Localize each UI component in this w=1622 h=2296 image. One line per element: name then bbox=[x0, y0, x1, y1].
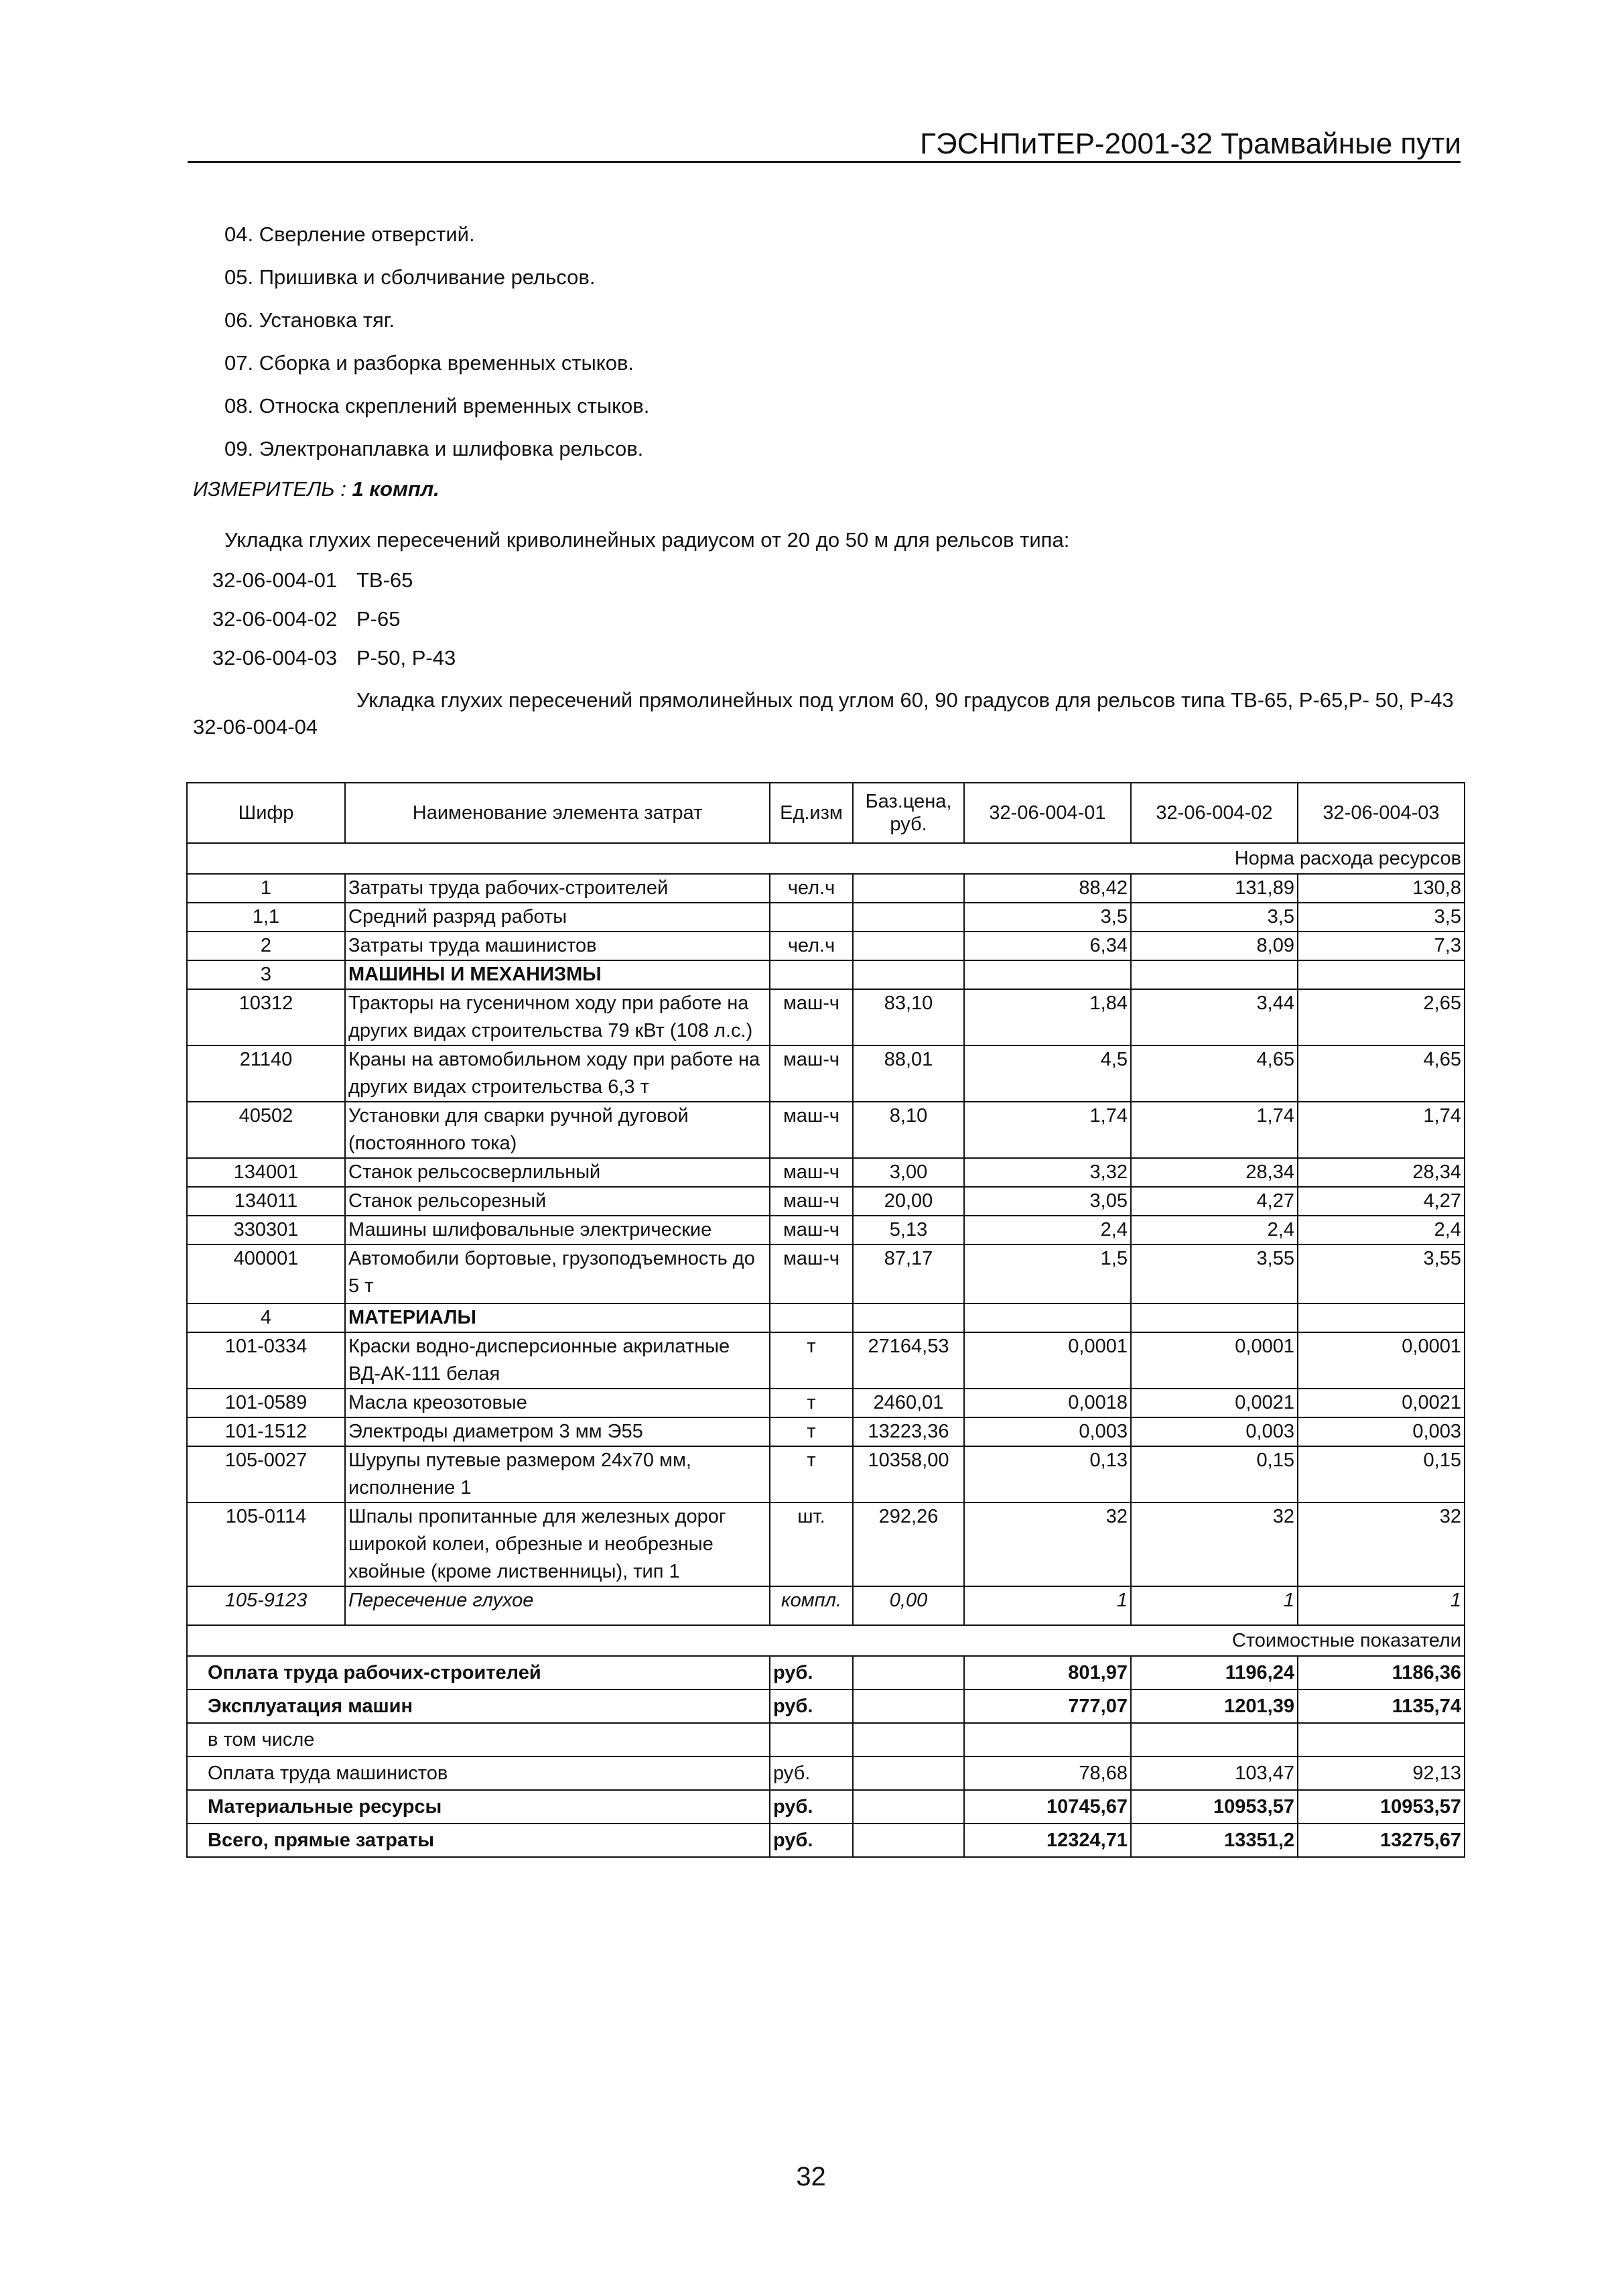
empty-cell bbox=[853, 1790, 964, 1824]
value-code-01: 1 bbox=[964, 1586, 1131, 1625]
code-number: 32-06-004-04 bbox=[193, 715, 318, 739]
resource-code: 330301 bbox=[187, 1216, 345, 1245]
resource-price: 3,00 bbox=[853, 1158, 964, 1187]
value-code-01: 1,74 bbox=[964, 1102, 1131, 1158]
value-code-03: 4,27 bbox=[1298, 1187, 1465, 1216]
resource-name: Установки для сварки ручной дуговой (постоянного тока) bbox=[345, 1102, 770, 1158]
value-code-03: 32 bbox=[1298, 1503, 1465, 1586]
value-code-02: 28,34 bbox=[1131, 1158, 1298, 1187]
header-code: Шифр bbox=[187, 783, 345, 843]
resource-price: 10358,00 bbox=[853, 1446, 964, 1503]
resource-name: Масла креозотовые bbox=[345, 1389, 770, 1417]
code-definition bbox=[193, 645, 456, 684]
empty-cell bbox=[770, 1303, 853, 1332]
total-name: Материальные ресурсы bbox=[187, 1790, 770, 1824]
operation-item: 06. Установка тяг. bbox=[224, 308, 395, 332]
table-row bbox=[187, 1245, 1465, 1303]
resource-code: 1,1 bbox=[187, 903, 345, 932]
resource-price bbox=[853, 903, 964, 932]
table-row bbox=[187, 903, 1465, 932]
total-unit: руб. bbox=[770, 1757, 853, 1790]
resource-name: Станок рельсорезный bbox=[345, 1187, 770, 1216]
code-number: 32-06-004-02 bbox=[212, 607, 338, 631]
total-code-02: 10953,57 bbox=[1131, 1790, 1298, 1824]
resource-name: Средний разряд работы bbox=[345, 903, 770, 932]
value-code-02: 2,4 bbox=[1131, 1216, 1298, 1245]
total-unit: руб. bbox=[770, 1824, 853, 1857]
value-code-02: 3,55 bbox=[1131, 1245, 1298, 1303]
header-unit: Ед.изм bbox=[770, 783, 853, 843]
resource-price bbox=[853, 874, 964, 903]
total-code-03 bbox=[1298, 1723, 1465, 1757]
total-code-03: 13275,67 bbox=[1298, 1824, 1465, 1857]
resource-unit: маш-ч bbox=[770, 1245, 853, 1303]
value-code-03: 0,0001 bbox=[1298, 1332, 1465, 1389]
resource-code: 105-0027 bbox=[187, 1446, 345, 1503]
operation-item: 07. Сборка и разборка временных стыков. bbox=[224, 351, 634, 375]
resource-name: Автомобили бортовые, грузоподъемность до 5 т bbox=[345, 1245, 770, 1303]
table-row bbox=[187, 1187, 1465, 1216]
header-code-02: 32-06-004-02 bbox=[1131, 783, 1298, 843]
header-code-01: 32-06-004-01 bbox=[964, 783, 1131, 843]
total-name: в том числе bbox=[187, 1723, 770, 1757]
machines-group-row bbox=[187, 960, 1465, 989]
value-code-03: 7,3 bbox=[1298, 932, 1465, 960]
table-row bbox=[187, 1446, 1465, 1503]
resource-unit: шт. bbox=[770, 1503, 853, 1586]
code-number: 32-06-004-01 bbox=[212, 568, 338, 592]
empty-cell bbox=[853, 1689, 964, 1723]
value-code-01: 3,32 bbox=[964, 1158, 1131, 1187]
value-code-02: 0,15 bbox=[1131, 1446, 1298, 1503]
resource-unit: т bbox=[770, 1446, 853, 1503]
resource-price: 27164,53 bbox=[853, 1332, 964, 1389]
total-code-01: 801,97 bbox=[964, 1656, 1131, 1689]
code-description: Р-50, Р-43 bbox=[356, 646, 456, 669]
value-code-03: 4,65 bbox=[1298, 1045, 1465, 1102]
value-code-03: 0,003 bbox=[1298, 1417, 1465, 1446]
operations-list bbox=[224, 221, 649, 479]
resource-name: Шурупы путевые размером 24х70 мм, исполнение 1 bbox=[345, 1446, 770, 1503]
resource-unit: маш-ч bbox=[770, 1102, 853, 1158]
table-row bbox=[187, 1389, 1465, 1417]
code-description: ТВ-65 bbox=[356, 568, 413, 592]
empty-cell bbox=[964, 1303, 1131, 1332]
header-rule bbox=[188, 161, 1461, 163]
total-unit bbox=[770, 1723, 853, 1757]
total-code-03: 1135,74 bbox=[1298, 1689, 1465, 1723]
code-definition bbox=[193, 606, 456, 645]
resource-price: 13223,36 bbox=[853, 1417, 964, 1446]
resource-code: 101-0589 bbox=[187, 1389, 345, 1417]
running-header-title: ГЭСНПиТЕР-2001-32 Трамвайные пути bbox=[920, 127, 1461, 160]
value-code-02: 3,44 bbox=[1131, 989, 1298, 1045]
resource-price bbox=[853, 932, 964, 960]
total-code-02: 13351,2 bbox=[1131, 1824, 1298, 1857]
resource-price: 8,10 bbox=[853, 1102, 964, 1158]
value-code-03: 1,74 bbox=[1298, 1102, 1465, 1158]
resource-unit: маш-ч bbox=[770, 1187, 853, 1216]
resource-name: Станок рельсосверлильный bbox=[345, 1158, 770, 1187]
resource-unit: чел.ч bbox=[770, 932, 853, 960]
resource-table bbox=[186, 782, 1465, 1858]
header-code-03: 32-06-004-03 bbox=[1298, 783, 1465, 843]
resource-price: 292,26 bbox=[853, 1503, 964, 1586]
value-code-02: 1,74 bbox=[1131, 1102, 1298, 1158]
empty-cell bbox=[1298, 1303, 1465, 1332]
value-code-01: 1,84 bbox=[964, 989, 1131, 1045]
total-row bbox=[187, 1656, 1465, 1689]
resource-name: Пересечение глухое bbox=[345, 1586, 770, 1625]
value-code-02: 0,0001 bbox=[1131, 1332, 1298, 1389]
value-code-01: 32 bbox=[964, 1503, 1131, 1586]
section-cost-label: Стоимостные показатели bbox=[187, 1625, 1465, 1656]
value-code-03: 3,55 bbox=[1298, 1245, 1465, 1303]
value-code-01: 4,5 bbox=[964, 1045, 1131, 1102]
total-code-01: 777,07 bbox=[964, 1689, 1131, 1723]
resource-unit: чел.ч bbox=[770, 874, 853, 903]
total-row bbox=[187, 1790, 1465, 1824]
resource-name: Машины шлифовальные электрические bbox=[345, 1216, 770, 1245]
value-code-01: 0,0001 bbox=[964, 1332, 1131, 1389]
empty-cell bbox=[964, 960, 1131, 989]
group-name: МАТЕРИАЛЫ bbox=[345, 1303, 770, 1332]
materials-group-row bbox=[187, 1303, 1465, 1332]
total-code-01: 10745,67 bbox=[964, 1790, 1131, 1824]
resource-price: 87,17 bbox=[853, 1245, 964, 1303]
total-rows bbox=[187, 1656, 1465, 1857]
page-number: 32 bbox=[796, 2162, 826, 2191]
value-code-01: 88,42 bbox=[964, 874, 1131, 903]
resource-code: 21140 bbox=[187, 1045, 345, 1102]
total-code-01: 12324,71 bbox=[964, 1824, 1131, 1857]
total-code-02: 1201,39 bbox=[1131, 1689, 1298, 1723]
value-code-02: 1 bbox=[1131, 1586, 1298, 1625]
table-row bbox=[187, 1216, 1465, 1245]
total-unit: руб. bbox=[770, 1656, 853, 1689]
empty-cell bbox=[853, 960, 964, 989]
value-code-02: 131,89 bbox=[1131, 874, 1298, 903]
resource-code: 101-0334 bbox=[187, 1332, 345, 1389]
value-code-02: 4,65 bbox=[1131, 1045, 1298, 1102]
value-code-01: 0,003 bbox=[964, 1417, 1131, 1446]
code-definition bbox=[193, 567, 456, 606]
resource-code: 105-0114 bbox=[187, 1503, 345, 1586]
machine-rows bbox=[187, 989, 1465, 1303]
resource-name: Краны на автомобильном ходу при работе на других видах строительства 6,3 т bbox=[345, 1045, 770, 1102]
value-code-01: 3,05 bbox=[964, 1187, 1131, 1216]
resource-code: 2 bbox=[187, 932, 345, 960]
empty-cell bbox=[853, 1723, 964, 1757]
operation-item: 05. Пришивка и сболчивание рельсов. bbox=[224, 265, 596, 289]
value-code-03: 0,0021 bbox=[1298, 1389, 1465, 1417]
resource-unit: маш-ч bbox=[770, 1158, 853, 1187]
table-row bbox=[187, 1332, 1465, 1389]
value-code-02: 0,003 bbox=[1131, 1417, 1298, 1446]
value-code-01: 0,13 bbox=[964, 1446, 1131, 1503]
total-code-03: 10953,57 bbox=[1298, 1790, 1465, 1824]
resource-price: 83,10 bbox=[853, 989, 964, 1045]
empty-cell bbox=[1131, 1303, 1298, 1332]
total-code-01: 78,68 bbox=[964, 1757, 1131, 1790]
labor-rows bbox=[187, 874, 1465, 960]
empty-cell bbox=[1131, 960, 1298, 989]
value-code-03: 28,34 bbox=[1298, 1158, 1465, 1187]
total-code-02: 1196,24 bbox=[1131, 1656, 1298, 1689]
material-rows bbox=[187, 1332, 1465, 1625]
measure-label: ИЗМЕРИТЕЛЬ : bbox=[193, 477, 346, 501]
total-unit: руб. bbox=[770, 1790, 853, 1824]
table-row bbox=[187, 932, 1465, 960]
total-row bbox=[187, 1689, 1465, 1723]
header-price: Баз.цена, руб. bbox=[853, 783, 964, 843]
total-code-03: 1186,36 bbox=[1298, 1656, 1465, 1689]
resource-price: 0,00 bbox=[853, 1586, 964, 1625]
total-row bbox=[187, 1723, 1465, 1757]
total-name: Оплата труда машинистов bbox=[187, 1757, 770, 1790]
resource-unit: маш-ч bbox=[770, 1216, 853, 1245]
resource-price: 5,13 bbox=[853, 1216, 964, 1245]
table-row bbox=[187, 874, 1465, 903]
measure-unit bbox=[193, 477, 440, 501]
resource-name: Краски водно-дисперсионные акрилатные ВД-АК-111 белая bbox=[345, 1332, 770, 1389]
total-row bbox=[187, 1824, 1465, 1857]
resource-price: 2460,01 bbox=[853, 1389, 964, 1417]
value-code-01: 1,5 bbox=[964, 1245, 1131, 1303]
value-code-02: 3,5 bbox=[1131, 903, 1298, 932]
value-code-03: 2,65 bbox=[1298, 989, 1465, 1045]
table-row bbox=[187, 1417, 1465, 1446]
group-code: 4 bbox=[187, 1303, 345, 1332]
total-code-02: 103,47 bbox=[1131, 1757, 1298, 1790]
measure-value: 1 компл. bbox=[352, 477, 440, 501]
table-row bbox=[187, 1102, 1465, 1158]
value-code-03: 130,8 bbox=[1298, 874, 1465, 903]
code-description: Р-65 bbox=[356, 607, 401, 631]
resource-code: 1 bbox=[187, 874, 345, 903]
value-code-01: 3,5 bbox=[964, 903, 1131, 932]
value-code-01: 2,4 bbox=[964, 1216, 1131, 1245]
code-description: Укладка глухих пересечений прямолинейных под углом 60, 90 градусов для рельсов типа ТВ-65, Р-65,Р- 50, Р-43 bbox=[356, 688, 1454, 712]
resource-code: 105-9123 bbox=[187, 1586, 345, 1625]
resource-code: 400001 bbox=[187, 1245, 345, 1303]
group-code: 3 bbox=[187, 960, 345, 989]
value-code-03: 1 bbox=[1298, 1586, 1465, 1625]
section-norma-row bbox=[187, 843, 1465, 874]
section-norma-label: Норма расхода ресурсов bbox=[187, 843, 1465, 874]
empty-cell bbox=[853, 1824, 964, 1857]
empty-cell bbox=[853, 1757, 964, 1790]
group-name: МАШИНЫ И МЕХАНИЗМЫ bbox=[345, 960, 770, 989]
table-row bbox=[187, 1503, 1465, 1586]
empty-cell bbox=[770, 960, 853, 989]
resource-code: 101-1512 bbox=[187, 1417, 345, 1446]
value-code-01: 6,34 bbox=[964, 932, 1131, 960]
total-unit: руб. bbox=[770, 1689, 853, 1723]
empty-cell bbox=[853, 1656, 964, 1689]
resource-unit bbox=[770, 903, 853, 932]
intro-text: Укладка глухих пересечений криволинейных радиусом от 20 до 50 м для рельсов типа: bbox=[224, 528, 1070, 552]
value-code-02: 32 bbox=[1131, 1503, 1298, 1586]
resource-unit: компл. bbox=[770, 1586, 853, 1625]
resource-price: 20,00 bbox=[853, 1187, 964, 1216]
operation-item: 08. Относка скреплений временных стыков. bbox=[224, 394, 650, 418]
table-row bbox=[187, 1045, 1465, 1102]
header-name: Наименование элемента затрат bbox=[345, 783, 770, 843]
resource-unit: маш-ч bbox=[770, 1045, 853, 1102]
section-cost-row bbox=[187, 1625, 1465, 1656]
value-code-03: 3,5 bbox=[1298, 903, 1465, 932]
total-code-02 bbox=[1131, 1723, 1298, 1757]
resource-name: Шпалы пропитанные для железных дорог широкой колеи, обрезные и необрезные хвойные (кроме лиственницы), тип 1 bbox=[345, 1503, 770, 1586]
table-row bbox=[187, 1158, 1465, 1187]
value-code-01: 0,0018 bbox=[964, 1389, 1131, 1417]
resource-code: 134011 bbox=[187, 1187, 345, 1216]
value-code-02: 8,09 bbox=[1131, 932, 1298, 960]
code-definition-last bbox=[193, 687, 1466, 739]
resource-code: 40502 bbox=[187, 1102, 345, 1158]
code-definitions bbox=[193, 567, 456, 684]
resource-unit: т bbox=[770, 1389, 853, 1417]
resource-unit: маш-ч bbox=[770, 989, 853, 1045]
resource-name: Электроды диаметром 3 мм Э55 bbox=[345, 1417, 770, 1446]
table-row bbox=[187, 1586, 1465, 1625]
total-code-03: 92,13 bbox=[1298, 1757, 1465, 1790]
total-name: Эксплуатация машин bbox=[187, 1689, 770, 1723]
empty-cell bbox=[1298, 960, 1465, 989]
resource-price: 88,01 bbox=[853, 1045, 964, 1102]
resource-unit: т bbox=[770, 1417, 853, 1446]
code-number: 32-06-004-03 bbox=[212, 646, 338, 669]
table-row bbox=[187, 989, 1465, 1045]
resource-code: 134001 bbox=[187, 1158, 345, 1187]
resource-name: Затраты труда рабочих-строителей bbox=[345, 874, 770, 903]
value-code-03: 2,4 bbox=[1298, 1216, 1465, 1245]
total-code-01 bbox=[964, 1723, 1131, 1757]
resource-code: 10312 bbox=[187, 989, 345, 1045]
resource-name: Тракторы на гусеничном ходу при работе на других видах строительства 79 кВт (108 л.с.) bbox=[345, 989, 770, 1045]
operation-item: 09. Электронаплавка и шлифовка рельсов. bbox=[224, 437, 644, 460]
total-row bbox=[187, 1757, 1465, 1790]
value-code-02: 4,27 bbox=[1131, 1187, 1298, 1216]
resource-name: Затраты труда машинистов bbox=[345, 932, 770, 960]
empty-cell bbox=[853, 1303, 964, 1332]
operation-item: 04. Сверление отверстий. bbox=[224, 222, 475, 246]
resource-unit: т bbox=[770, 1332, 853, 1389]
total-name: Всего, прямые затраты bbox=[187, 1824, 770, 1857]
total-name: Оплата труда рабочих-строителей bbox=[187, 1656, 770, 1689]
table-header-row bbox=[187, 783, 1465, 843]
value-code-03: 0,15 bbox=[1298, 1446, 1465, 1503]
value-code-02: 0,0021 bbox=[1131, 1389, 1298, 1417]
